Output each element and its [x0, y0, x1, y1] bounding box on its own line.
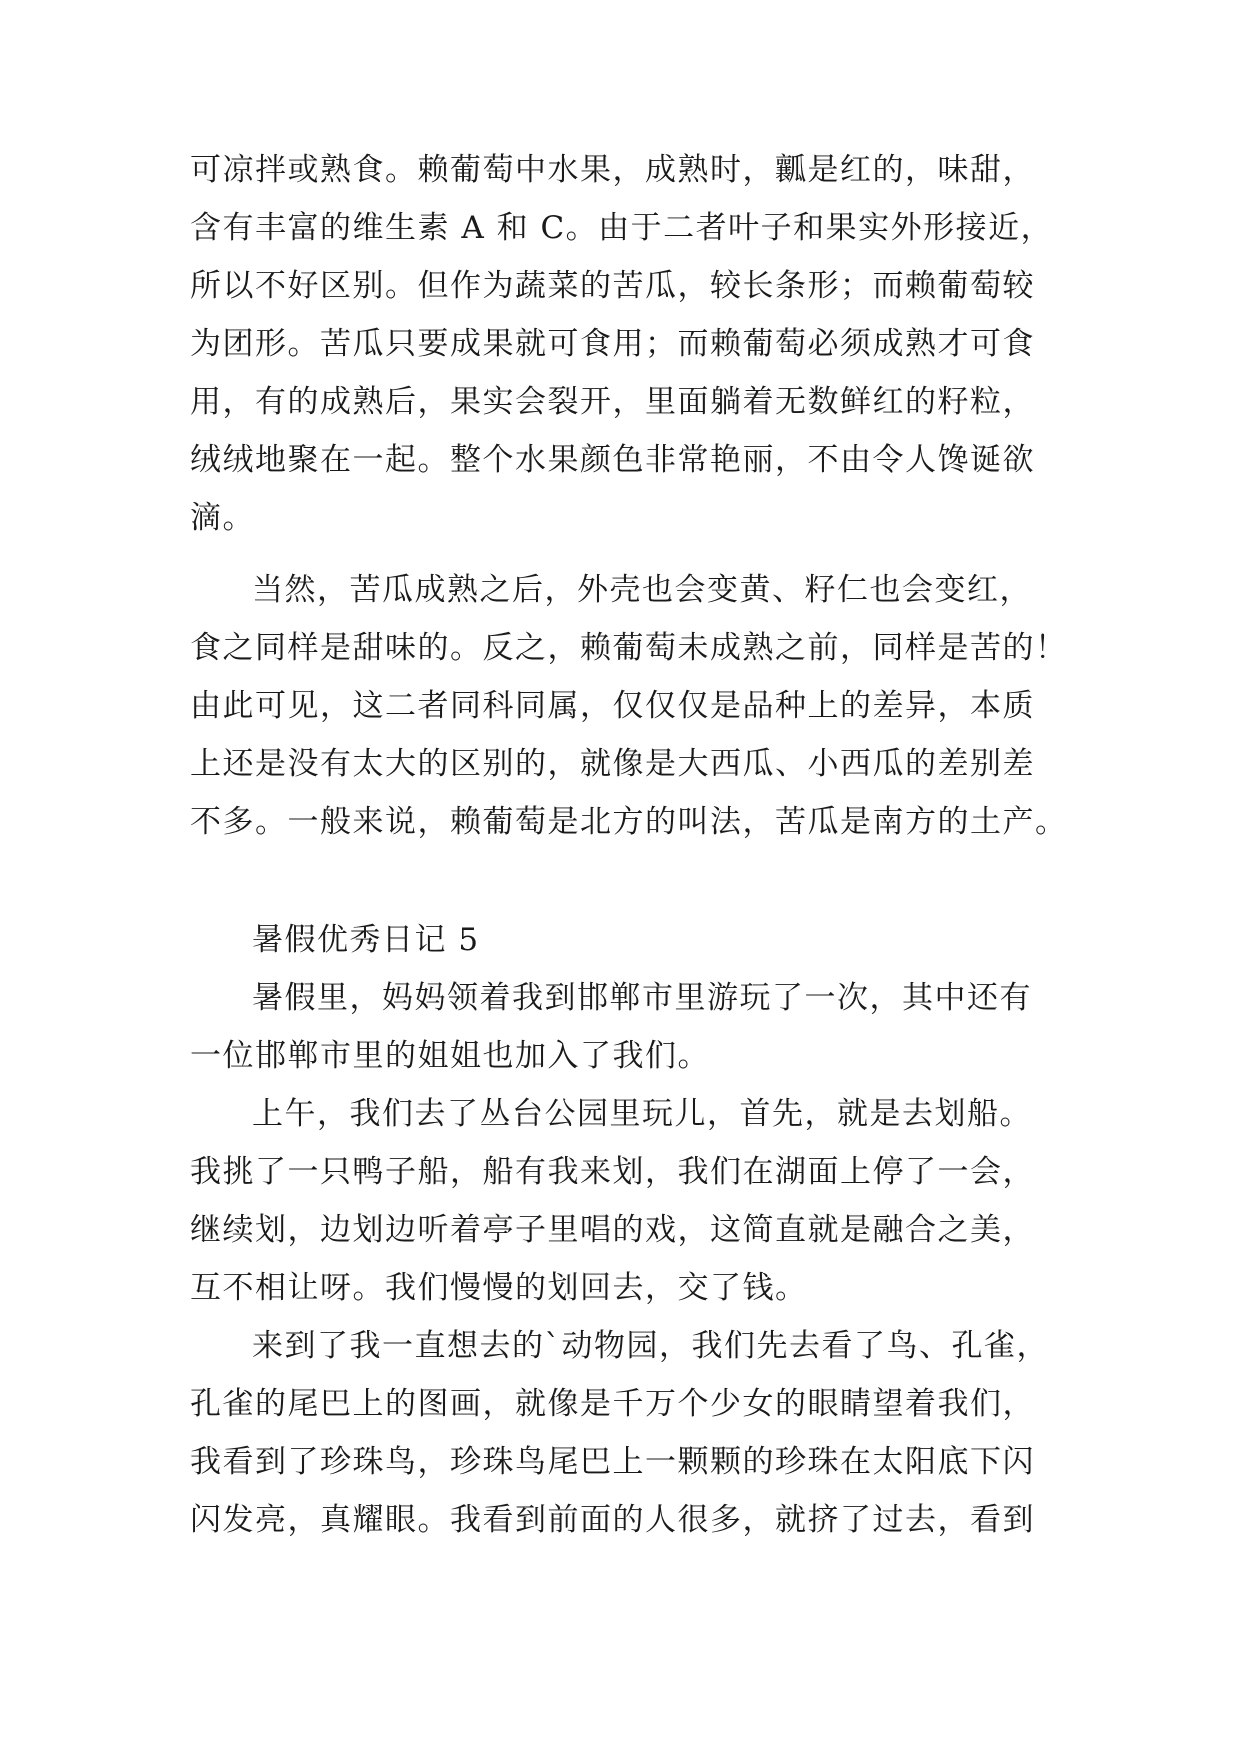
paragraph-line: 食之同样是甜味的。反之，赖葡萄未成熟之前，同样是苦的！ — [190, 630, 1068, 666]
paragraph-line: 滴。 — [190, 500, 255, 536]
paragraph-line: 所以不好区别。但作为蔬菜的苦瓜，较长条形；而赖葡萄较 — [190, 268, 1035, 304]
paragraph-line: 我挑了一只鸭子船，船有我来划，我们在湖面上停了一会， — [190, 1154, 1035, 1190]
paragraph-line: 互不相让呀。我们慢慢的划回去，交了钱。 — [190, 1270, 808, 1306]
paragraph-line: 含有丰富的维生素 A 和 C。由于二者叶子和果实外形接近， — [190, 210, 1054, 246]
paragraph-line: 可凉拌或熟食。赖葡萄中水果，成熟时，瓤是红的，味甜， — [190, 152, 1035, 188]
paragraph-line: 我看到了珍珠鸟，珍珠鸟尾巴上一颗颗的珍珠在太阳底下闪 — [190, 1444, 1035, 1480]
paragraph-line: 上还是没有太大的区别的，就像是大西瓜、小西瓜的差别差 — [190, 746, 1035, 782]
paragraph-line: 来到了我一直想去的`动物园，我们先去看了鸟、孔雀， — [252, 1328, 1049, 1364]
paragraph-line: 上午，我们去了丛台公园里玩儿，首先，就是去划船。 — [252, 1096, 1032, 1132]
paragraph-line: 闪发亮，真耀眼。我看到前面的人很多，就挤了过去，看到 — [190, 1502, 1035, 1538]
paragraph-line: 不多。一般来说，赖葡萄是北方的叫法，苦瓜是南方的土产。 — [190, 804, 1068, 840]
paragraph-line: 孔雀的尾巴上的图画，就像是千万个少女的眼睛望着我们， — [190, 1386, 1035, 1422]
paragraph-line: 一位邯郸市里的姐姐也加入了我们。 — [190, 1038, 710, 1074]
paragraph-line: 绒绒地聚在一起。整个水果颜色非常艳丽，不由令人馋诞欲 — [190, 442, 1035, 478]
paragraph-line: 暑假里，妈妈领着我到邯郸市里游玩了一次，其中还有 — [252, 980, 1032, 1016]
paragraph-line: 用，有的成熟后，果实会裂开，里面躺着无数鲜红的籽粒， — [190, 384, 1035, 420]
paragraph-line: 继续划，边划边听着亭子里唱的戏，这简直就是融合之美， — [190, 1212, 1035, 1248]
paragraph-line: 当然，苦瓜成熟之后，外壳也会变黄、籽仁也会变红， — [252, 572, 1032, 608]
paragraph-line: 由此可见，这二者同科同属，仅仅仅是品种上的差异，本质 — [190, 688, 1035, 724]
section-title: 暑假优秀日记 5 — [252, 922, 480, 958]
paragraph-line: 为团形。苦瓜只要成果就可食用；而赖葡萄必须成熟才可食 — [190, 326, 1035, 362]
